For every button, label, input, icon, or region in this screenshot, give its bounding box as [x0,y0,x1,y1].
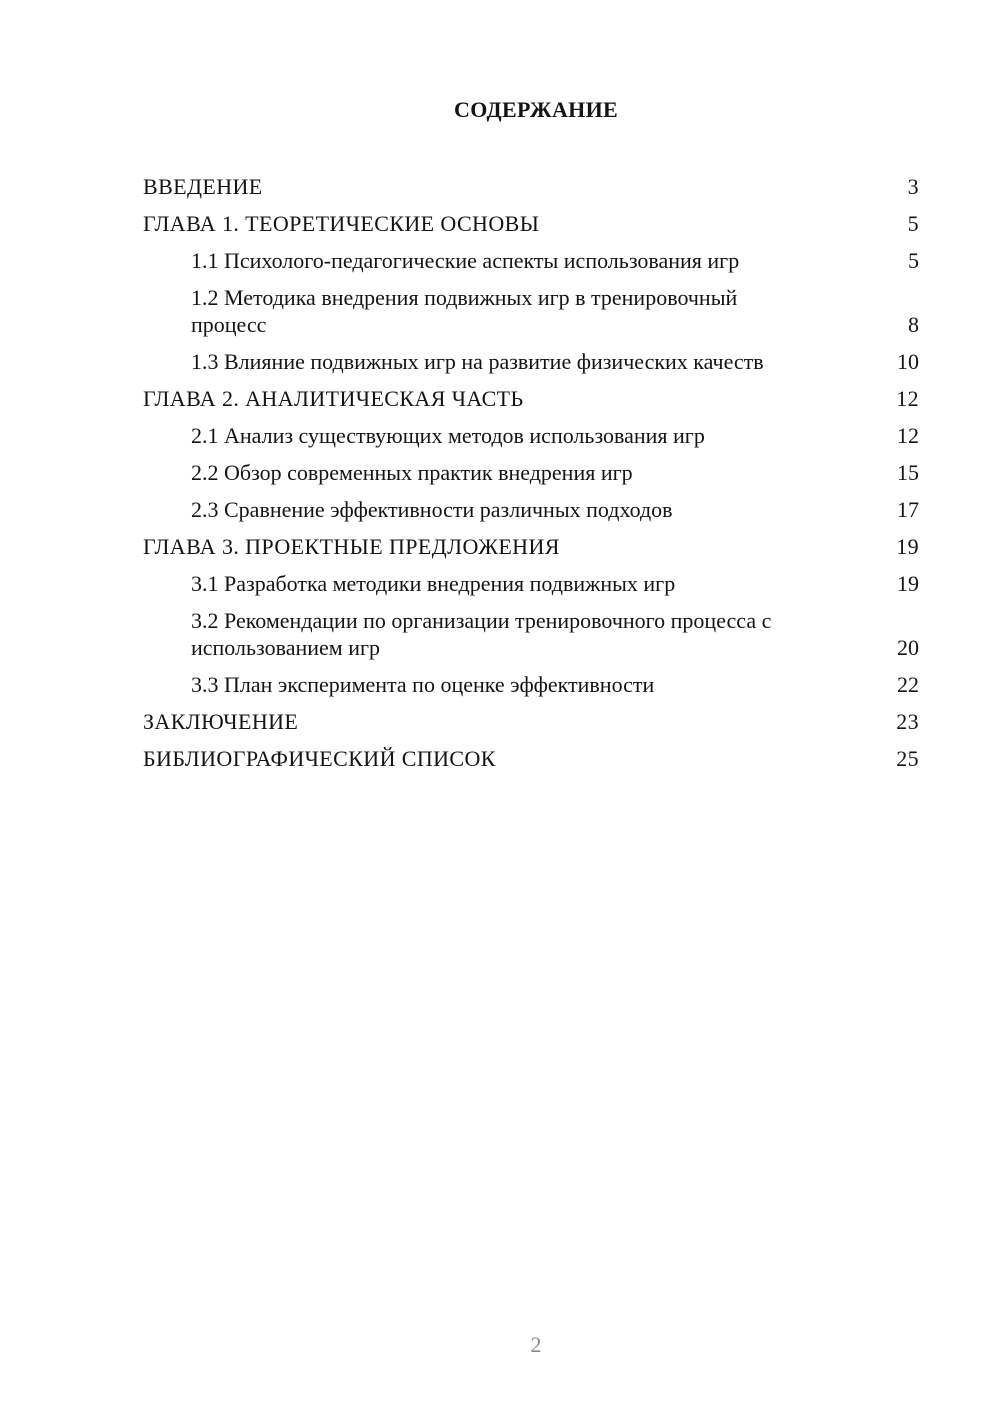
toc-entry-chapter-2[interactable] [143,380,919,417]
toc-entry-section-2-3[interactable] [143,491,919,528]
toc-entry-page: 19 [896,534,919,559]
page-number: 2 [530,1332,542,1357]
toc-entry-bibliography[interactable] [143,740,919,777]
toc-entry-label: ВВЕДЕНИЕ [143,174,263,199]
toc-entry-page: 3 [907,174,919,199]
table-of-contents [143,168,919,777]
toc-entry-label: ГЛАВА 2. АНАЛИТИЧЕСКАЯ ЧАСТЬ [143,386,524,411]
toc-entry-label: ГЛАВА 3. ПРОЕКТНЫЕ ПРЕДЛОЖЕНИЯ [143,534,560,559]
toc-entry-label: 2.1 Анализ существующих методов использования игр [191,423,705,448]
toc-entry-label: ГЛАВА 1. ТЕОРЕТИЧЕСКИЕ ОСНОВЫ [143,211,540,236]
toc-entry-page: 5 [908,248,919,273]
toc-entry-section-2-2[interactable] [143,454,919,491]
toc-entry-page: 19 [897,571,919,596]
toc-entry-page: 22 [897,672,919,697]
toc-entry-label: 1.1 Психолого-педагогические аспекты использования игр [191,248,740,273]
toc-entry-page: 23 [896,709,919,734]
toc-entry-section-1-1[interactable] [143,242,919,279]
toc-entry-section-3-3[interactable] [143,666,919,703]
toc-entry-label: 1.2 Методика внедрения подвижных игр в тренировочный процесс [191,285,738,337]
toc-entry-conclusion[interactable] [143,703,919,740]
page-title: СОДЕРЖАНИЕ [454,97,618,122]
toc-entry-page: 25 [896,746,919,771]
toc-entry-page: 20 [897,635,919,660]
toc-entry-label: 2.3 Сравнение эффективности различных подходов [191,497,673,522]
toc-entry-label: 3.3 План эксперимента по оценке эффективности [191,672,655,697]
toc-entry-page: 8 [908,312,919,337]
toc-entry-label: БИБЛИОГРАФИЧЕСКИЙ СПИСОК [143,746,496,771]
toc-entry-page: 15 [897,460,919,485]
toc-entry-chapter-3[interactable] [143,528,919,565]
toc-entry-label: 3.1 Разработка методики внедрения подвижных игр [191,571,676,596]
toc-entry-page: 12 [896,386,919,411]
toc-entry-section-3-1[interactable] [143,565,919,602]
toc-entry-label: 3.2 Рекомендации по организации тренировочного процесса с использованием игр [191,608,772,660]
toc-entry-introduction[interactable] [143,168,919,205]
toc-entry-label: 1.3 Влияние подвижных игр на развитие физических качеств [191,349,764,374]
toc-entry-page: 12 [897,423,919,448]
toc-entry-chapter-1[interactable] [143,205,919,242]
toc-entry-section-2-1[interactable] [143,417,919,454]
toc-entry-label: 2.2 Обзор современных практик внедрения игр [191,460,633,485]
toc-entry-section-1-2[interactable] [143,279,919,343]
toc-entry-section-1-3[interactable] [143,343,919,380]
toc-entry-page: 5 [907,211,919,236]
toc-entry-page: 10 [897,349,919,374]
toc-entry-section-3-2[interactable] [143,602,919,666]
toc-entry-label: ЗАКЛЮЧЕНИЕ [143,709,299,734]
toc-entry-page: 17 [897,497,919,522]
